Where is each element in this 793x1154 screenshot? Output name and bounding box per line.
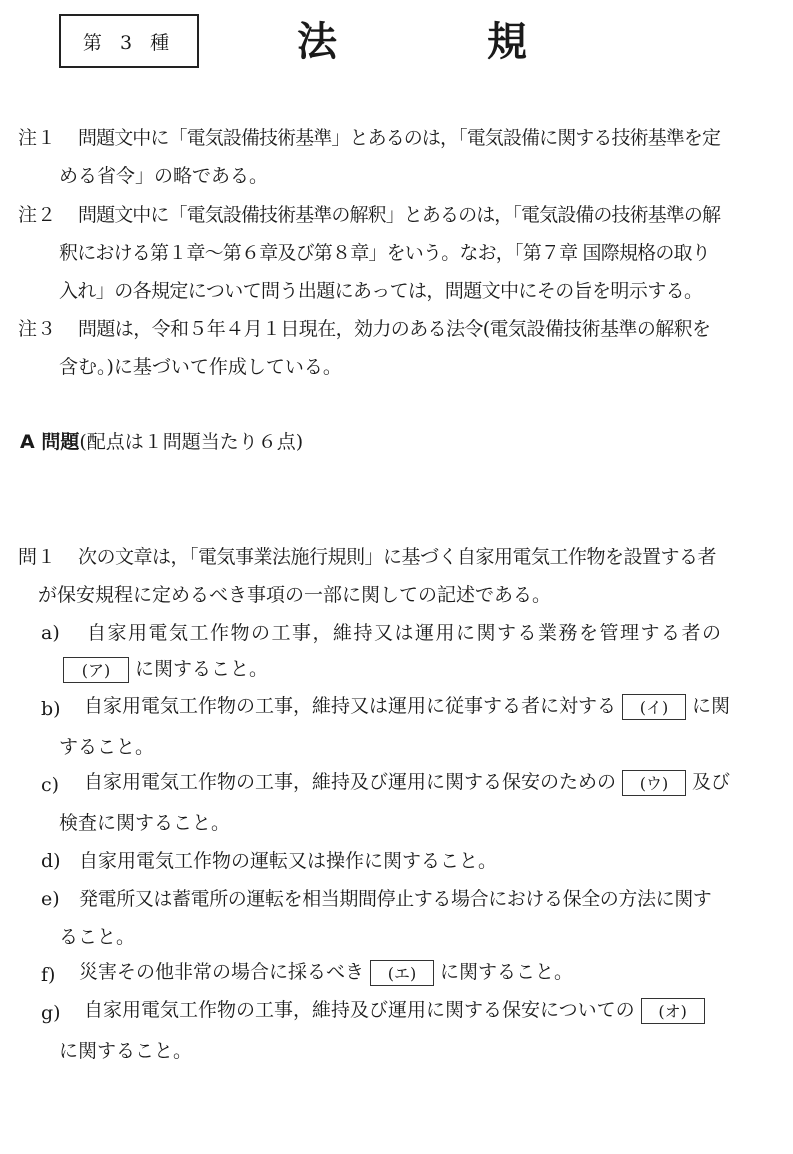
item-a-after: に関すること。 bbox=[135, 658, 269, 680]
answer-blank-f: (エ) bbox=[370, 960, 434, 986]
item-g-line1 bbox=[84, 998, 711, 1024]
item-a-label: a) bbox=[41, 622, 60, 644]
item-c-before: 自家用電気工作物の工事，維持及び運用に関する保安のための bbox=[84, 771, 617, 793]
item-d-label: d) bbox=[41, 850, 61, 872]
answer-blank-b: (イ) bbox=[622, 694, 686, 720]
note-1-line2: める省令」の略である。 bbox=[59, 165, 269, 187]
note-3-mark: 注３ bbox=[18, 318, 57, 340]
item-f-line1 bbox=[79, 960, 573, 986]
note-2-line3: 入れ」の各規定について問う出題にあっては，問題文中にその旨を明示する。 bbox=[59, 280, 703, 302]
item-c-after: 及び bbox=[692, 771, 731, 793]
item-b-before: 自家用電気工作物の工事，維持又は運用に従事する者に対する bbox=[84, 695, 617, 717]
item-b-line1 bbox=[84, 694, 730, 720]
answer-blank-g: (オ) bbox=[641, 998, 705, 1024]
section-subtitle: (配点は１問題当たり６点) bbox=[79, 431, 304, 453]
item-d-line1: 自家用電気工作物の運転又は操作に関すること。 bbox=[79, 850, 498, 872]
item-a-line1: 自家用電気工作物の工事，維持又は運用に関する業務を管理する者の bbox=[87, 622, 723, 644]
title-part2: 規 bbox=[487, 19, 527, 65]
item-f-before: 災害その他非常の場合に採るべき bbox=[79, 961, 365, 983]
item-e-line2: ること。 bbox=[59, 926, 136, 948]
note-3-line2: 含む。)に基づいて作成している。 bbox=[59, 356, 342, 378]
item-e-line1: 発電所又は蓄電所の運転を相当期間停止する場合における保全の方法に関す bbox=[79, 888, 712, 910]
note-2-line2: 釈における第１章～第６章及び第８章」をいう。なお，「第７章 国際規格の取り bbox=[59, 242, 710, 264]
category-box bbox=[59, 14, 199, 68]
item-b-after: に関 bbox=[692, 695, 731, 717]
question-number: 問１ bbox=[18, 546, 57, 568]
item-f-after: に関すること。 bbox=[440, 961, 574, 983]
item-g-line2: に関すること。 bbox=[59, 1040, 193, 1062]
item-e-label: e) bbox=[41, 888, 60, 910]
category-label: 第 3 種 bbox=[82, 31, 176, 54]
item-c-line1 bbox=[84, 770, 730, 796]
item-g-label: g) bbox=[41, 1002, 61, 1024]
item-g-before: 自家用電気工作物の工事，維持及び運用に関する保安についての bbox=[84, 999, 635, 1021]
answer-blank-c: (ウ) bbox=[622, 770, 686, 796]
note-1-mark: 注１ bbox=[18, 127, 57, 149]
question-intro-line1: 次の文章は，「電気事業法施行規則」に基づく自家用電気工作物を設置する者 bbox=[78, 546, 717, 568]
note-2-mark: 注２ bbox=[18, 204, 57, 226]
section-heading bbox=[20, 429, 303, 455]
item-c-label: c) bbox=[41, 774, 60, 796]
title-part1: 法 bbox=[297, 19, 337, 65]
note-3-line1: 問題は，令和５年４月１日現在，効力のある法令(電気設備技術基準の解釈を bbox=[78, 318, 711, 340]
note-1-line1: 問題文中に「電気設備技術基準」とあるのは，「電気設備に関する技術基準を定 bbox=[78, 127, 721, 149]
item-f-label: f) bbox=[41, 964, 56, 986]
item-c-line2: 検査に関すること。 bbox=[59, 812, 231, 834]
answer-blank-a: (ア) bbox=[63, 657, 129, 683]
section-title: A 問題 bbox=[20, 431, 80, 453]
item-a-line2 bbox=[57, 657, 268, 683]
item-b-line2: すること。 bbox=[59, 736, 155, 758]
question-intro-line2: が保安規程に定めるべき事項の一部に関しての記述である。 bbox=[38, 584, 552, 606]
note-2-line1: 問題文中に「電気設備技術基準の解釈」とあるのは，「電気設備の技術基準の解 bbox=[78, 204, 721, 226]
item-b-label: b) bbox=[41, 698, 61, 720]
